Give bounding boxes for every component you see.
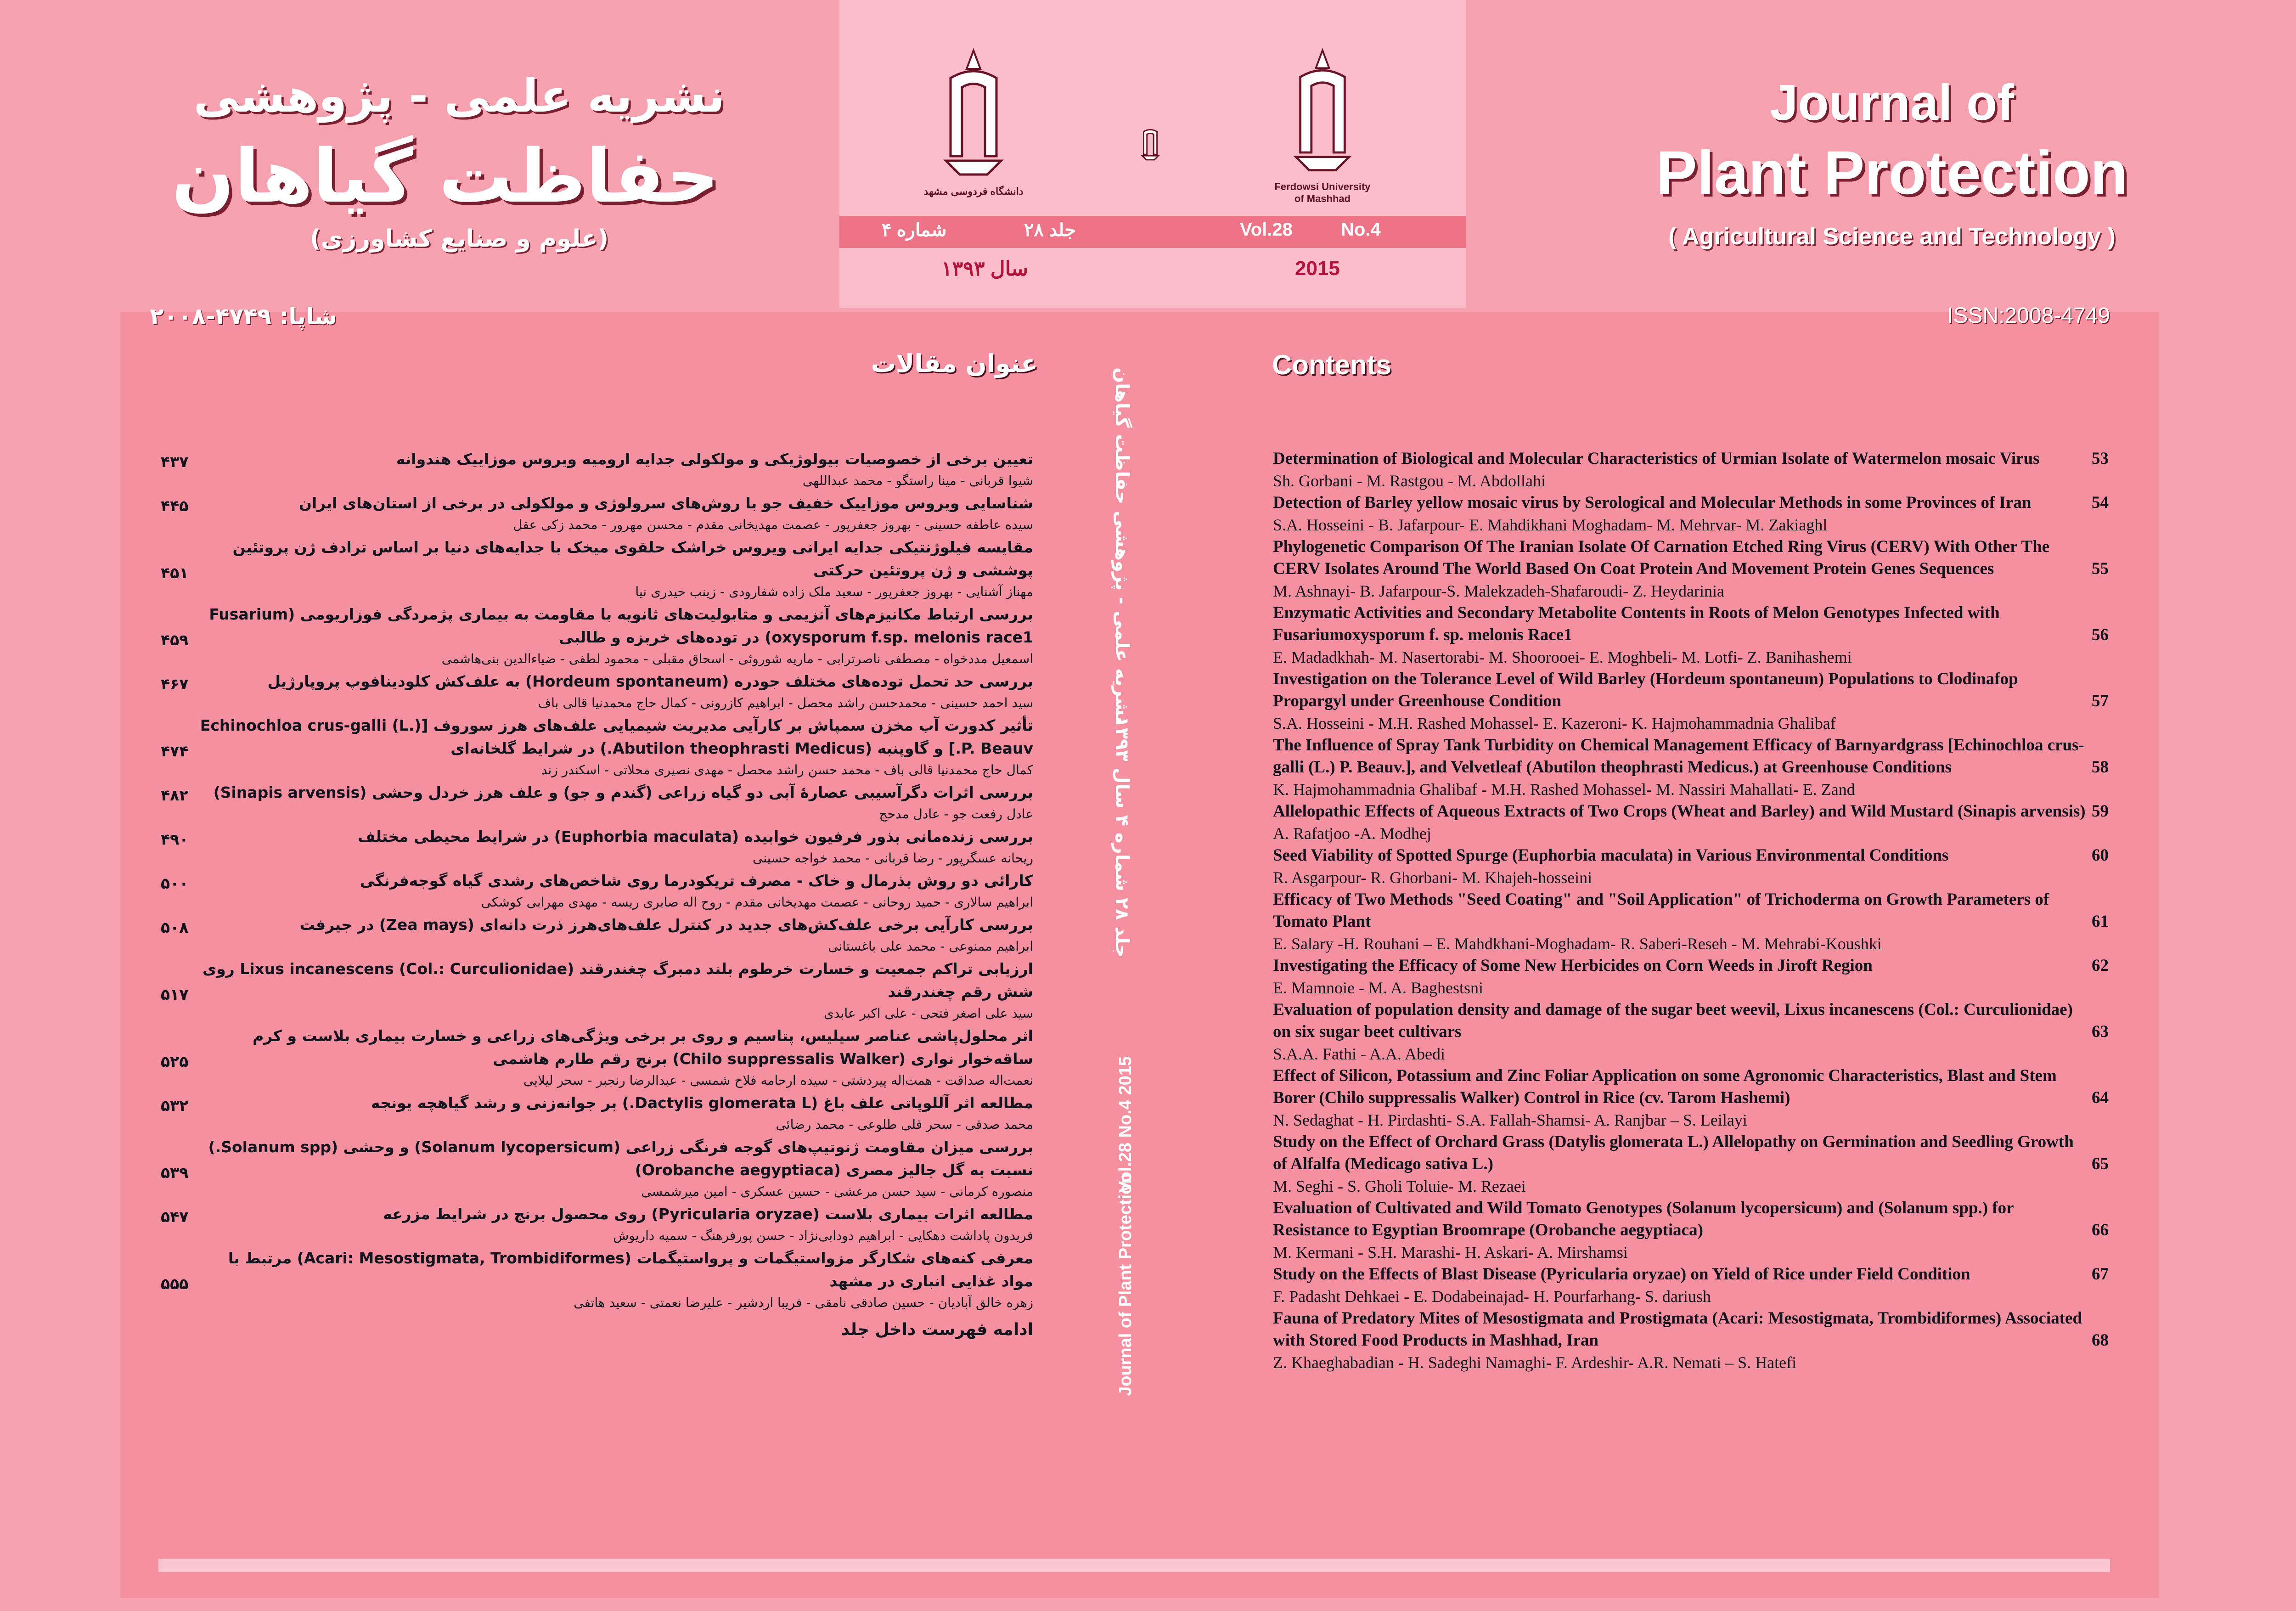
article-page-number: 58 [2092,758,2109,777]
article-page-number-fa: ۴۹۰ [161,830,189,848]
article-page-number-fa: ۴۸۲ [161,786,189,804]
article-page-number: 57 [2092,692,2109,710]
contents-item-en [1273,1065,2109,1131]
article-page-number: 56 [2092,625,2109,644]
article-page-number-fa: ۴۵۹ [161,631,189,649]
article-page-number-fa: ۴۵۱ [161,564,189,582]
article-page-number-fa: ۵۳۲ [161,1097,189,1115]
contents-item-fa [161,869,1033,913]
article-authors-fa: ابراهیم سالاری - حمید روحانی - عصمت مهدیخانی مقدم - روح اله صابری ریسه - مهدی مهرابی کوشکی [481,895,1033,910]
contents-item-fa [161,1203,1033,1246]
article-title-en [1273,1263,2109,1285]
article-title-text: Detection of Barley yellow mosaic virus by Serological and Molecular Methods in some Provinces of Iran [1273,493,2032,512]
article-page-number-fa: ۴۳۷ [161,453,189,471]
article-title-fa: تأثیر کدورت آب مخزن سمپاش بر کارآیی مدیریت شیمیایی علف‌های هرز سوروف [Echinochloa crus-galli (L.) P. Beauv.] و گاوپنبه (Abutilon theophrasti Medicus.) در شرایط گلخانه‌ای [200,716,1033,757]
article-authors-fa: کمال حاج محمدنیا قالی باف - محمد حسن راشد محصل - مهدی نصیری محلاتی - اسکندر زند [541,762,1033,777]
university-logo-icon [918,46,1029,184]
article-title-en [1273,1065,2109,1109]
article-page-number: 62 [2092,956,2109,975]
contents-item-fa [161,1025,1033,1091]
contents-item-fa [161,1136,1033,1202]
spine-title-fa: نشریه علمی - پژوهشی حفاظت گیاهان [1111,367,1132,723]
university-name-fa: دانشگاه فردوسی مشهد [923,186,1024,197]
article-page-number-fa: ۵۵۵ [161,1275,189,1293]
university-logo-small-icon [1134,119,1166,165]
article-page-number: 64 [2092,1088,2109,1107]
article-title-text: Evaluation of Cultivated and Wild Tomato Genotypes (Solanum lycopersicum) and (Solanum spp.) for Resistance to Egyptian Broomrape (Orobanche aegyptiaca) [1273,1199,2018,1239]
contents-item-fa [161,536,1033,602]
volume-en: Vol.28 [1240,220,1293,240]
contents-item-en [1273,602,2109,668]
article-title-text: Enzymatic Activities and Secondary Metabolite Contents in Roots of Melon Genotypes Infected with Fusariumoxysporum f. sp. melonis Race1 [1273,603,2004,644]
article-title-text: Study on the Effect of Orchard Grass (Datylis glomerata L.) Allelopathy on Germination and Seedling Growth of Alfalfa (Medicago sativa L.) [1273,1132,2078,1173]
spine-volume-en: Vol.28 No.4 2015 [1116,1056,1135,1193]
journal-title-en-line2: Plant Protection [1656,139,2128,207]
article-title-fa: تعیین برخی از خصوصیات بیولوژیکی و مولکولی جدایه ارومیه ویروس موزاییک هندوانه [396,450,1033,468]
article-authors-fa: ابراهیم ممنوعی - محمد علی باغستانی [828,939,1033,954]
article-title-en [1273,448,2109,470]
article-page-number-fa: ۵۱۷ [161,986,189,1003]
contents-item-fa [161,670,1033,713]
university-logo-right [1267,46,1378,211]
contents-item-fa [161,492,1033,535]
contents-heading-fa: عنوان مقالات [871,349,1038,378]
article-title-text: Effect of Silicon, Potassium and Zinc Foliar Application on some Agronomic Characteristics, Blast and Stem Borer (Chilo suppressalis Walker) Control in Rice (cv. Tarom Hashemi) [1273,1066,2061,1107]
article-authors-fa: سیده عاطفه حسینی - بهروز جعفرپور - عصمت مهدیخانی مقدم - محسن مهرور - محمد زکی عقل [513,517,1033,532]
contents-item-en [1273,1307,2109,1374]
article-authors-en: S.A.A. Fathi - A.A. Abedi [1273,1045,1446,1063]
contents-item-en [1273,448,2109,492]
contents-item-fa [161,958,1033,1024]
year-panel [839,248,1466,308]
article-authors-fa: مهناز آشنایی - بهروز جعفرپور - سعید ملک زاده شفارودی - زینب حیدری نیا [635,584,1033,599]
article-title-en [1273,492,2109,514]
article-title-text: Efficacy of Two Methods "Seed Coating" and "Soil Application" of Trichoderma on Growth Parameters of Tomato Plant [1273,890,2053,931]
article-authors-fa: سید علی اصغر فتحی - علی اکبر عابدی [823,1006,1033,1021]
spine [1088,340,1180,1534]
article-authors-fa: فریدون پاداشت دهکایی - ابراهیم دودابی‌نژاد - حسن پورفرهنگ - سمیه داریوش [613,1228,1033,1243]
article-page-number: 68 [2092,1331,2109,1350]
article-authors-en: K. Hajmohammadnia Ghalibaf - M.H. Rashed Mohassel- M. Nassiri Mahallati- E. Zand [1273,780,1855,799]
article-title-fa: مطالعه اثرات بیماری بلاست (Pyricularia oryzae) روی محصول برنج در شرایط مزرعه [383,1205,1033,1223]
article-authors-en: M. Seghi - S. Gholi Toluie- M. Rezaei [1273,1177,1526,1195]
article-title-en [1273,800,2109,822]
article-title-en [1273,845,2109,867]
journal-subtitle-fa: (علوم و صنایع کشاورزی) [310,225,609,253]
university-logo-left [918,46,1029,202]
issn-en: ISSN:2008-4749 [1947,304,2110,328]
article-page-number: 54 [2092,493,2109,512]
contents-list-en [1273,448,2109,1374]
article-authors-en: E. Madadkhah- M. Nasertorabi- M. Shoorooei- E. Moghbeli- M. Lotfi- Z. Banihashemi [1273,648,1852,666]
article-title-en [1273,1307,2109,1352]
contents-item-en [1273,1263,2109,1307]
journal-subtitle-en: ( Agricultural Science and Technology ) [1668,223,2116,250]
article-title-en [1273,734,2109,778]
contents-item-en [1273,1131,2109,1197]
article-page-number: 65 [2092,1155,2109,1173]
article-authors-fa: عادل رفعت جو - عادل مدحج [879,806,1033,822]
article-authors-en: M. Kermani - S.H. Marashi- H. Askari- A. Mirshamsi [1273,1243,1628,1262]
article-title-fa: مقایسه فیلوژنتیکی جدایه ایرانی ویروس خراشک حلقوی میخک با جدایه‌های دنیا بر اساس ترادف ژن پروتئین پوششی و ژن پروتئین حرکتی [232,538,1033,579]
article-page-number-fa: ۵۰۰ [161,874,189,892]
article-title-en [1273,602,2109,646]
article-title-fa: اثر محلول‌پاشی عناصر سیلیس، پتاسیم و روی بر برخی ویژگی‌های زراعی و خسارت بیماری بلاست و کرم ساقه‌خوار نواری (Chilo suppressalis Walker) برنج رقم طارم هاشمی [253,1027,1033,1068]
article-page-number-fa: ۵۳۹ [161,1164,189,1182]
article-title-text: Determination of Biological and Molecular Characteristics of Urmian Isolate of Watermelon mosaic Virus [1273,449,2040,468]
article-title-en [1273,999,2109,1043]
article-authors-en: Sh. Gorbani - M. Rastgou - M. Abdollahi [1273,472,1546,490]
article-title-fa: مطالعه اثر آللوپاتی علف باغ (Dactylis glomerata L.) بر جوانه‌زنی و رشد گیاهچه یونجه [371,1094,1033,1112]
article-title-en [1273,668,2109,712]
article-authors-fa: شیوا قربانی - مینا راستگو - محمد عبداللهی [802,473,1033,488]
article-page-number-fa: ۴۷۴ [161,742,189,760]
article-title-en [1273,536,2109,580]
issn-fa: شاپا: ۴۷۴۹-۲۰۰۸ [150,303,337,330]
article-authors-en: R. Asgarpour- R. Ghorbani- M. Khajeh-hosseini [1273,868,1593,887]
article-authors-en: E. Mamnoie - M. A. Baghestsni [1273,979,1483,997]
article-authors-en: E. Salary -H. Rouhani – E. Mahdkhani-Moghadam- R. Saberi-Reseh - M. Mehrabi-Koushki [1273,935,1882,953]
article-title-text: Investigating the Efficacy of Some New Herbicides on Corn Weeds in Jiroft Region [1273,956,1873,975]
spine-title-en: Journal of Plant Protection [1116,1173,1135,1396]
article-title-fa: کارائی دو روش بذرمال و خاک - مصرف تریکودرما روی شاخص‌های رشدی گیاه گوجه‌فرنگی [360,872,1033,890]
year-en: 2015 [1295,257,1340,280]
continued-note: ادامه فهرست داخل جلد [841,1320,1033,1339]
university-name-en-line1: Ferdowsi University [1274,181,1371,192]
article-title-fa: بررسی زنده‌مانی بذور فرفیون خوابیده (Euphorbia maculata) در شرایط محیطی مختلف [358,828,1033,845]
journal-title-fa-line1: نشریه علمی - پژوهشی [193,69,725,123]
contents-item-fa [161,825,1033,868]
contents-item-en [1273,800,2109,845]
contents-item-fa [161,603,1033,669]
volume-fa: جلد ۲۸ [1024,220,1076,240]
article-authors-en: F. Padasht Dehkaei - E. Dodabeinajad- H. Pourfarhang- S. dariush [1273,1287,1711,1306]
article-title-fa: معرفی کنه‌های شکارگر مزواستیگمات و پرواستیگمات (Acari: Mesostigmata, Trombidiformes) مرتبط با مواد غذایی انباری در مشهد [228,1249,1033,1290]
article-page-number-fa: ۴۴۵ [161,497,189,515]
contents-item-en [1273,492,2109,536]
article-authors-fa: سید احمد حسینی - محمدحسن راشد محصل - ابراهیم کازرونی - کمال حاج محمدنیا قالی باف [538,695,1033,710]
article-title-text: Evaluation of population density and damage of the sugar beet weevil, Lixus incanescens (Col.: Curculionidae) on six sugar beet cultivars [1273,1000,2077,1041]
article-title-text: The Influence of Spray Tank Turbidity on Chemical Management Efficacy of Barnyardgrass [Echinochloa crus-galli (L.) P. Beauv.], and Velvetleaf (Abutilon theophrasti Medicus.) at Greenhouse Conditions [1273,736,2084,777]
contents-item-en [1273,668,2109,734]
article-title-text: Study on the Effects of Blast Disease (Pyricularia oryzae) on Yield of Rice under Field Condition [1273,1265,1970,1284]
contents-item-fa [161,781,1033,824]
article-page-number-fa: ۴۶۷ [161,675,189,693]
article-title-text: Investigation on the Tolerance Level of Wild Barley (Hordeum spontaneum) Populations to Clodinafop Propargyl under Greenhouse Condition [1273,670,2022,710]
article-page-number-fa: ۵۲۵ [161,1053,189,1070]
article-title-fa: بررسی ارتباط مکانیزم‌های آنزیمی و متابولیت‌های ثانویه با مقاومت به بیماری پژمردگی فوزاریومی (Fusarium oxysporum f.sp. melonis race1) در توده‌های خربزه و طالبی [209,605,1033,646]
article-authors-fa: منصوره کرمانی - سید حسن مرعشی - حسین عسکری - امین میرشمسی [641,1184,1033,1199]
article-page-number-fa: ۵۴۷ [161,1208,189,1226]
article-authors-en: S.A. Hosseini - M.H. Rashed Mohassel- E. Kazeroni- K. Hajmohammadnia Ghalibaf [1273,714,1836,732]
contents-item-en [1273,999,2109,1065]
contents-item-fa [161,1247,1033,1313]
article-authors-fa: ریحانه عسگرپور - رضا قربانی - محمد خواجه حسینی [753,851,1033,866]
article-authors-en: A. Rafatjoo -A. Modhej [1273,824,1431,843]
university-logo-small [1134,119,1166,165]
contents-item-en [1273,1197,2109,1263]
contents-item-fa [161,714,1033,780]
article-title-text: Phylogenetic Comparison Of The Iranian Isolate Of Carnation Etched Ring Virus (CERV) With Other The CERV Isolates Around The World Based On Coat Protein And Movement Protein Genes Sequences [1273,537,2054,578]
article-page-number: 61 [2092,912,2109,931]
article-title-fa: شناسایی ویروس موزاییک خفیف جو با روش‌های سرولوژی و مولکولی در برخی از استان‌های ایران [298,494,1033,512]
article-authors-fa: اسمعیل مددخواه - مصطفی ناصرترابی - ماریه شوروئی - اسحاق مقبلی - محمود لطفی - ضیاءالدین بنی‌هاشمی [441,651,1033,666]
article-authors-en: Z. Khaeghabadian - H. Sadeghi Namaghi- F. Ardeshir- A.R. Nemati – S. Hatefi [1273,1353,1797,1372]
contents-item-fa [161,913,1033,957]
article-authors-en: S.A. Hosseini - B. Jafarpour- E. Mahdikhani Moghadam- M. Mehrvar- M. Zakiaghl [1273,516,1828,534]
article-title-fa: بررسی حد تحمل توده‌های مختلف جودره (Hordeum spontaneum) به علف‌کش کلودینافوپ پروپارژیل [267,672,1033,690]
article-authors-fa: محمد صدقی - سحر قلی طلوعی - محمد رضائی [776,1117,1033,1132]
article-title-text: Allelopathic Effects of Aqueous Extracts of Two Crops (Wheat and Barley) and Wild Mustard (Sinapis arvensis) [1273,802,2086,821]
contents-item-fa [161,448,1033,491]
article-page-number: 67 [2092,1265,2109,1284]
article-page-number: 59 [2092,802,2109,821]
article-title-text: Seed Viability of Spotted Spurge (Euphorbia maculata) in Various Environmental Conditions [1273,846,1949,865]
article-authors-fa: نعمت‌اله صداقت - همت‌اله پیردشتی - سیده ارحامه فلاح شمسی - عبدالرضا رنجبر - سحر لیلایی [523,1073,1033,1088]
contents-item-en [1273,845,2109,889]
article-title-text: Fauna of Predatory Mites of Mesostigmata and Prostigmata (Acari: Mesostigmata, Trombidiformes) Associated with Stored Food Products in Mashhad, Iran [1273,1309,2087,1350]
article-title-en [1273,955,2109,977]
article-page-number: 63 [2092,1022,2109,1041]
article-page-number: 53 [2092,449,2109,468]
article-title-en [1273,889,2109,933]
article-title-fa: بررسی کارآیی برخی علف‌کش‌های جدید در کنترل علف‌های‌هرز ذرت دانه‌ای (Zea mays) در جیرفت [299,916,1033,934]
contents-item-fa [161,1092,1033,1135]
article-page-number-fa: ۵۰۸ [161,918,189,936]
contents-item-en [1273,955,2109,999]
issue-en: No.4 [1341,220,1381,240]
contents-heading-en: Contents [1272,349,1391,380]
article-title-fa: بررسی میزان مقاومت ژنوتیپ‌های گوجه فرنگی زراعی (Solanum lycopersicum) و وحشی (Solanum spp.) نسبت به گل جالیز مصری (Orobanche aegyptiaca) [208,1138,1033,1179]
article-page-number: 55 [2092,559,2109,578]
contents-list-fa [161,448,1033,1339]
article-page-number: 60 [2092,846,2109,865]
article-authors-fa: زهره خالق آبادیان - حسین صادقی نامقی - فریبا اردشیر - علیرضا نعمتی - سعید هاتفی [574,1295,1033,1310]
contents-item-en [1273,889,2109,955]
university-logo-icon [1267,46,1378,179]
article-title-fa: ارزیابی تراکم جمعیت و خسارت خرطوم بلند دمبرگ چغندرقند Lixus incanescens (Col.: Curculionidae) روی شش رقم چغندرقند [202,960,1033,1001]
article-title-en [1273,1131,2109,1175]
article-title-fa: بررسی اثرات دگرآسیبی عصارهٔ آبی دو گیاه زراعی (گندم و جو) و علف هرز خردل وحشی (Sinapis arvensis) [213,783,1033,801]
article-authors-en: M. Ashnayi- B. Jafarpour-S. Malekzadeh-Shafaroudi- Z. Heydarinia [1273,582,1724,600]
issue-fa: شماره ۴ [882,220,947,240]
university-name-en-line2: of Mashhad [1294,193,1351,204]
contents-item-en [1273,734,2109,800]
article-page-number: 66 [2092,1221,2109,1239]
spine-volume-fa: جلد ۲۸ شماره ۴ سال ۱۳۹۳ [1111,716,1132,958]
bottom-bar [158,1559,2110,1572]
journal-title-en-line1: Journal of [1770,74,2014,131]
article-title-en [1273,1197,2109,1241]
article-authors-en: N. Sedaghat - H. Pirdashti- S.A. Fallah-Shamsi- A. Ranjbar – S. Leilayi [1273,1111,1747,1129]
journal-title-fa-line2: حفاظت گیاهان [171,133,720,219]
contents-item-en [1273,536,2109,602]
year-fa: سال ۱۳۹۳ [941,258,1028,280]
